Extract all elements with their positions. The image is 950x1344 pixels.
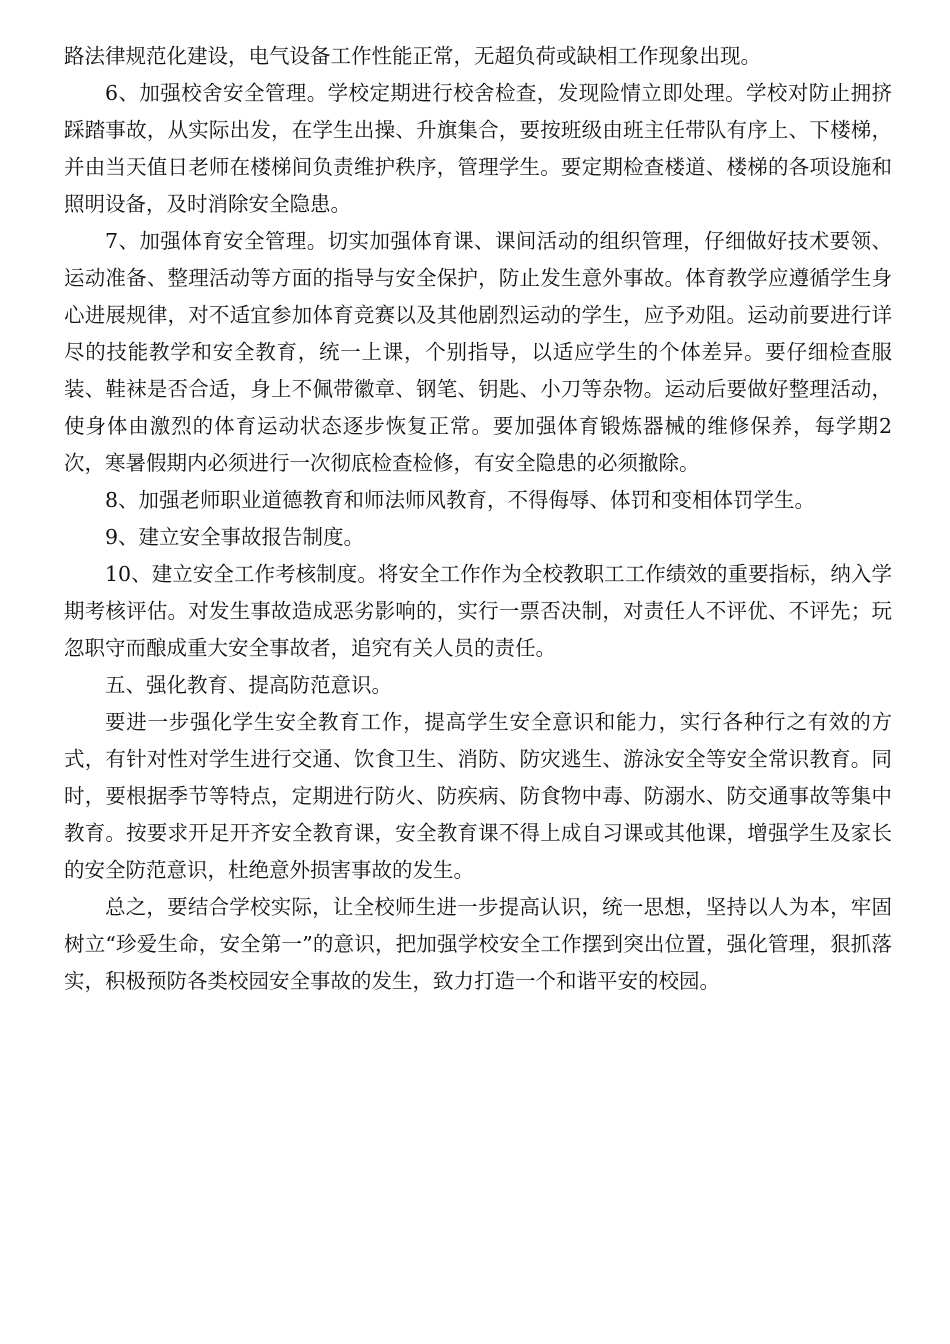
paragraph-education: 要进一步强化学生安全教育工作，提高学生安全意识和能力，实行各种行之有效的方式，有针对性对学生进行交通、饮食卫生、消防、防灾逃生、游泳安全等安全常识教育。同时，要根据季节等特点，定期进行防火、防疾病、防食物中毒、防溺水、防交通事故等集中教育。按要求开足开齐安全教育课，安全教育课不得上成自习课或其他课，增强学生及家长的安全防范意识，杜绝意外损害事故的发生。: [64, 710, 892, 882]
paragraph-item-8: 8、加强老师职业道德教育和师法师风教育，不得侮辱、体罚和变相体罚学生。: [105, 488, 816, 512]
paragraph-conclusion: 总之，要结合学校实际，让全校师生进一步提高认识，统一思想，坚持以人为本，牢固树立“珍爱生命，安全第一”的意识，把加强学校安全工作摆到突出位置，强化管理，狠抓落实，积极预防各类校园安全事故的发生，致力打造一个和谐平安的校园。: [64, 895, 892, 993]
paragraph-continuation: 路法律规范化建设，电气设备工作性能正常，无超负荷或缺相工作现象出现。: [64, 44, 761, 68]
paragraph-item-10: 10、建立安全工作考核制度。将安全工作作为全校教职工工作绩效的重要指标，纳入学期考核评估。对发生事故造成恶劣影响的，实行一票否决制，对责任人不评优、不评先；玩忽职守而酿成重大安全事故者，追究有关人员的责任。: [64, 562, 892, 660]
paragraph-item-7: 7、加强体育安全管理。切实加强体育课、课间活动的组织管理，仔细做好技术要领、运动准备、整理活动等方面的指导与安全保护，防止发生意外事故。体育教学应遵循学生身心进展规律，对不适宜参加体育竞赛以及其他剧烈运动的学生，应予劝阻。运动前要进行详尽的技能教学和安全教育，统一上课，个别指导，以适应学生的个体差异。要仔细检查服装、鞋袜是否合适，身上不佩带徽章、钢笔、钥匙、小刀等杂物。运动后要做好整理活动，使身体由激烈的体育运动状态逐步恢复正常。要加强体育锻炼器械的维修保养，每学期2次，寒暑假期内必须进行一次彻底检查检修，有安全隐患的必须撤除。: [64, 229, 892, 475]
paragraph-item-6: 6、加强校舍安全管理。学校定期进行校舍检查，发现险情立即处理。学校对防止拥挤踩踏事故，从实际出发，在学生出操、升旗集合，要按班级由班主任带队有序上、下楼梯，并由当天值日老师在楼梯间负责维护秩序，管理学生。要定期检查楼道、楼梯的各项设施和照明设备，及时消除安全隐患。: [64, 81, 892, 216]
section-heading-5: 五、强化教育、提高防范意识。: [105, 673, 392, 697]
paragraph-item-9: 9、建立安全事故报告制度。: [105, 525, 365, 549]
document-body: [64, 38, 892, 1000]
